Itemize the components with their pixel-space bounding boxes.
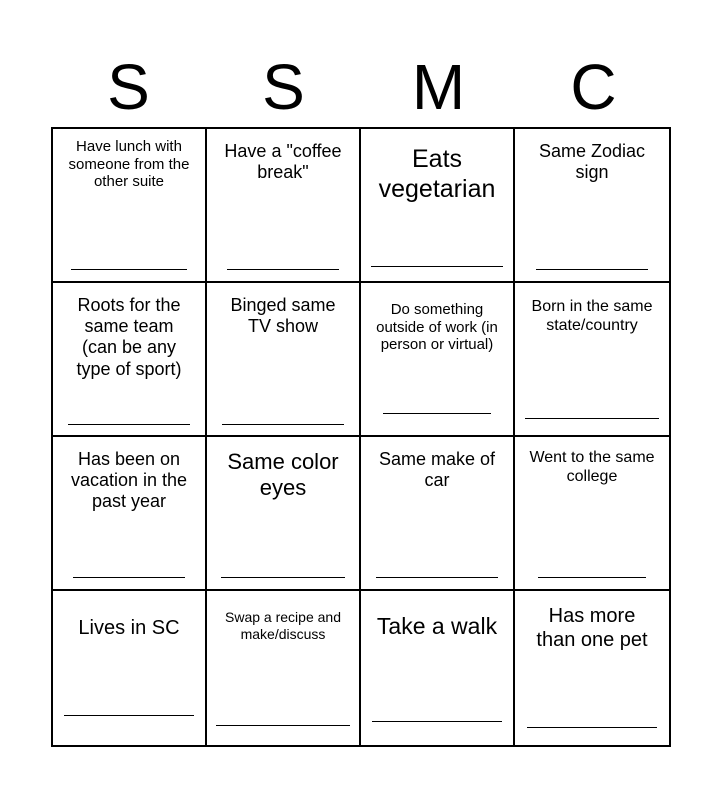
signature-line (527, 727, 657, 728)
bingo-cell[interactable] (515, 437, 669, 591)
cell-text: Same color eyes (227, 449, 339, 500)
cell-text: Do something outside of work (in person or virtual) (376, 301, 498, 354)
signature-line (64, 715, 194, 716)
signature-line (536, 269, 648, 270)
cell-text: Same make of car (378, 449, 496, 491)
header-letter-s2: S (262, 51, 305, 123)
signature-line (383, 413, 491, 414)
bingo-cell[interactable] (361, 437, 515, 591)
signature-line (71, 269, 187, 270)
header-letter-s1: S (107, 51, 150, 123)
cell-text: Lives in SC (78, 617, 180, 639)
cell-text: Went to the same college (529, 449, 655, 485)
signature-line (372, 721, 502, 722)
header-letter-c: C (570, 51, 617, 123)
signature-line (222, 424, 344, 425)
bingo-cell[interactable] (361, 591, 515, 745)
bingo-cell[interactable] (361, 283, 515, 437)
bingo-cell[interactable] (515, 591, 669, 745)
signature-line (216, 725, 350, 726)
cell-text: Same Zodiac sign (538, 141, 646, 183)
signature-line (538, 577, 646, 578)
bingo-cell[interactable] (207, 129, 361, 283)
cell-text: Has more than one pet (536, 605, 648, 651)
bingo-cell[interactable] (207, 591, 361, 745)
cell-text: Binged same TV show (230, 295, 336, 337)
bingo-cell[interactable] (515, 129, 669, 283)
signature-line (525, 418, 659, 419)
signature-line (73, 577, 185, 578)
cell-text: Take a walk (376, 613, 498, 639)
bingo-cell[interactable] (361, 129, 515, 283)
bingo-cell[interactable] (515, 283, 669, 437)
bingo-cell[interactable] (53, 129, 207, 283)
bingo-cell[interactable] (207, 437, 361, 591)
signature-line (221, 577, 345, 578)
header-letter-m: M (411, 51, 466, 123)
cell-text: Born in the same state/country (531, 298, 653, 334)
cell-text: Have a "coffee break" (224, 141, 342, 183)
bingo-cell[interactable] (53, 283, 207, 437)
cell-text: Eats vegetarian (378, 145, 496, 203)
cell-text: Have lunch with someone from the other suite (68, 138, 190, 191)
signature-line (371, 266, 503, 267)
bingo-cell[interactable] (53, 591, 207, 745)
bingo-cell[interactable] (53, 437, 207, 591)
bingo-cell[interactable] (207, 283, 361, 437)
bingo-header (51, 46, 671, 128)
signature-line (376, 577, 498, 578)
cell-text: Has been on vacation in the past year (70, 449, 188, 512)
bingo-grid (51, 127, 671, 747)
cell-text: Swap a recipe and make/discuss (225, 609, 341, 642)
signature-line (227, 269, 339, 270)
cell-text: Roots for the same team (can be any type of sport) (76, 295, 182, 379)
signature-line (68, 424, 190, 425)
